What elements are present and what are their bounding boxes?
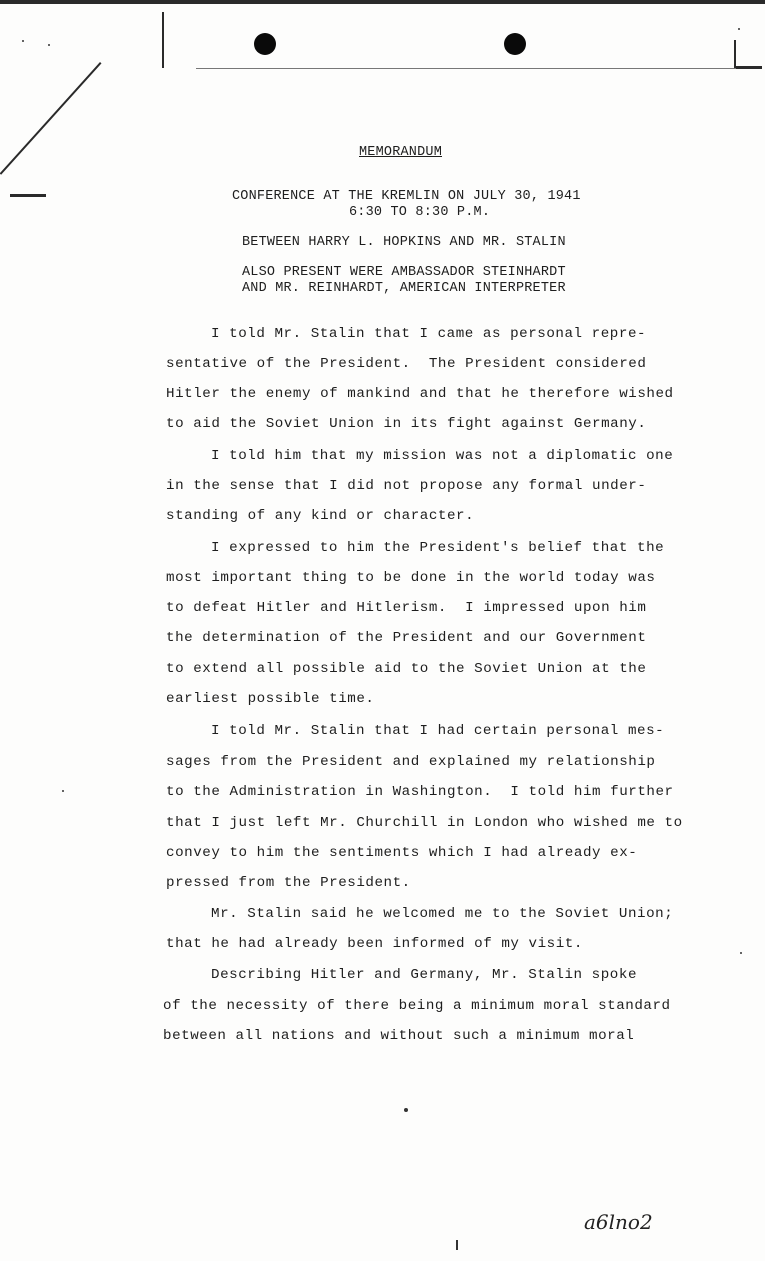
right-edge-tick [736, 66, 762, 69]
header-line-1: CONFERENCE AT THE KREMLIN ON JULY 30, 1941 [232, 189, 581, 204]
left-edge-tick [10, 194, 46, 197]
right-edge-mark [734, 40, 736, 68]
scan-speck [740, 952, 742, 954]
scan-speck [738, 28, 740, 30]
body-line-16: to the Administration in Washington. I told him further [166, 784, 674, 800]
body-line-5: I told him that my mission was not a diplomatic one [211, 448, 674, 464]
body-line-14: I told Mr. Stalin that I had certain personal mes- [211, 723, 665, 739]
scan-speck [62, 790, 64, 792]
body-line-18: convey to him the sentiments which I had already ex- [166, 845, 638, 861]
scan-speck [22, 40, 24, 42]
header-line-3: BETWEEN HARRY L. HOPKINS AND MR. STALIN [242, 235, 566, 250]
body-line-20: Mr. Stalin said he welcomed me to the Soviet Union; [211, 906, 674, 922]
left-vertical-mark [162, 12, 164, 68]
scan-speck [456, 1240, 458, 1250]
memo-title: MEMORANDUM [359, 145, 443, 160]
body-line-11: the determination of the President and our Government [166, 630, 647, 646]
body-line-23: of the necessity of there being a minimum moral standard [163, 998, 671, 1014]
punch-hole-left [254, 33, 276, 55]
body-line-4: to aid the Soviet Union in its fight against Germany. [166, 416, 647, 432]
body-line-6: in the sense that I did not propose any formal under- [166, 478, 647, 494]
header-line-5: AND MR. REINHARDT, AMERICAN INTERPRETER [242, 281, 566, 296]
body-line-7: standing of any kind or character. [166, 508, 475, 524]
header-line-2: 6:30 TO 8:30 P.M. [349, 205, 491, 220]
body-line-15: sages from the President and explained my relationship [166, 754, 656, 770]
top-edge-line [0, 0, 765, 4]
body-line-13: earliest possible time. [166, 691, 375, 707]
body-line-3: Hitler the enemy of mankind and that he therefore wished [166, 386, 674, 402]
body-line-8: I expressed to him the President's belief that the [211, 540, 665, 556]
top-dash-line [196, 68, 756, 69]
body-line-17: that I just left Mr. Churchill in London who wished me to [166, 815, 683, 831]
body-line-24: between all nations and without such a minimum moral [163, 1028, 635, 1044]
scan-speck [48, 44, 50, 46]
header-line-4: ALSO PRESENT WERE AMBASSADOR STEINHARDT [242, 265, 566, 280]
diagonal-fold-mark [0, 62, 101, 175]
body-line-22: Describing Hitler and Germany, Mr. Stalin spoke [211, 967, 638, 983]
body-line-21: that he had already been informed of my visit. [166, 936, 583, 952]
body-line-10: to defeat Hitler and Hitlerism. I impressed upon him [166, 600, 647, 616]
body-line-1: I told Mr. Stalin that I came as personal repre- [211, 326, 647, 342]
body-line-2: sentative of the President. The President considered [166, 356, 647, 372]
scan-speck [404, 1108, 408, 1112]
handwritten-archive-number: a6lno2 [584, 1210, 653, 1234]
body-line-9: most important thing to be done in the world today was [166, 570, 656, 586]
body-line-12: to extend all possible aid to the Soviet Union at the [166, 661, 647, 677]
body-line-19: pressed from the President. [166, 875, 411, 891]
punch-hole-right [504, 33, 526, 55]
